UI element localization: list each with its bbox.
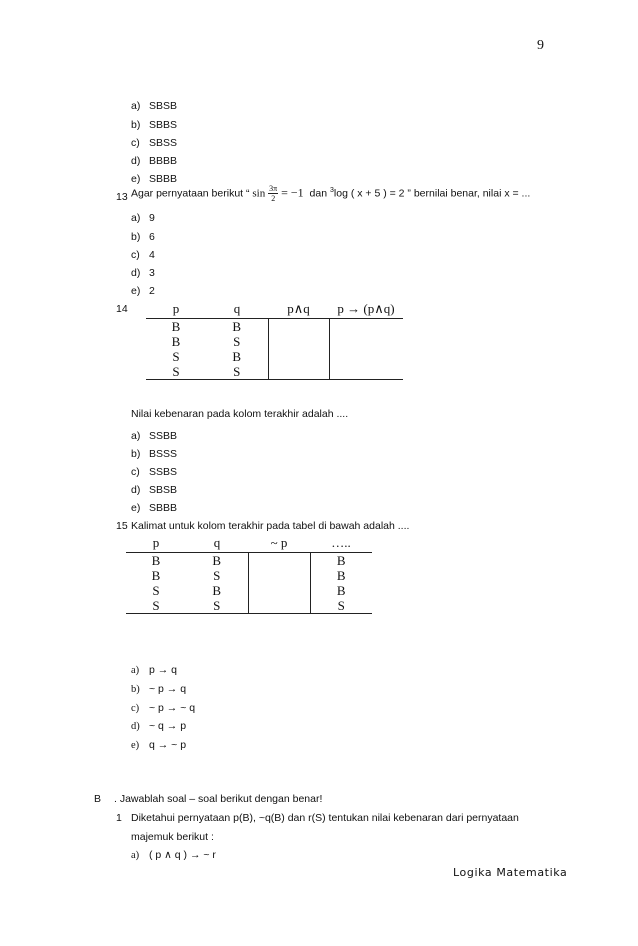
page-number: 9 bbox=[537, 38, 544, 53]
option-item: c) ~ p → ~ q bbox=[131, 702, 196, 714]
table-header: p → (p∧q) bbox=[329, 299, 403, 319]
essay-question-1-line1: Diketahui pernyataan p(B), ~q(B) dan r(S) tentukan nilai kebenaran dari pernyataan bbox=[131, 812, 519, 824]
option-item: b) 6 bbox=[131, 231, 155, 243]
option-item: a) 9 bbox=[131, 212, 155, 224]
option-item: e) SBBB bbox=[131, 502, 178, 514]
option-item: b) ~ p → q bbox=[131, 683, 187, 695]
option-item: d) ~ q → p bbox=[131, 720, 187, 732]
option-item: d) SBSB bbox=[131, 484, 178, 496]
option-item: e) q → ~ p bbox=[131, 739, 187, 751]
option-item: c) 4 bbox=[131, 249, 155, 261]
question-15-text: Kalimat untuk kolom terakhir pada tabel di bawah adalah .... bbox=[131, 520, 410, 532]
table-row: S B bbox=[146, 349, 403, 364]
table-header: p∧q bbox=[268, 299, 329, 319]
table-row: B S B bbox=[126, 568, 372, 583]
option-item: b) BSSS bbox=[131, 448, 178, 460]
question-number: 1 bbox=[116, 812, 122, 824]
table-row: S B B bbox=[126, 583, 372, 598]
essay-subitem: a) ( p ∧ q ) → ~ r bbox=[131, 849, 216, 861]
option-item: c) SBSS bbox=[131, 137, 178, 149]
section-title: . Jawablah soal – soal berikut dengan benar! bbox=[114, 793, 323, 805]
table-header: ….. bbox=[310, 533, 372, 553]
table-header: q bbox=[186, 533, 248, 553]
option-item: d) BBBB bbox=[131, 155, 178, 167]
option-item: a) p → q bbox=[131, 664, 178, 676]
question-14-prompt: Nilai kebenaran pada kolom terakhir adalah .... bbox=[131, 408, 349, 420]
math-fraction: $\frac{3\pi}{2}$ bbox=[269, 184, 278, 203]
table-row: S S bbox=[146, 364, 403, 380]
truth-table-14 bbox=[146, 299, 403, 380]
option-item: b) SBBS bbox=[131, 119, 178, 131]
footer-title: Logika Matematika bbox=[453, 866, 568, 879]
option-item: d) 3 bbox=[131, 267, 155, 279]
truth-table-15 bbox=[126, 533, 372, 614]
section-letter: B bbox=[94, 793, 102, 805]
question-number: 14 bbox=[116, 303, 128, 315]
option-item: e) SBBB bbox=[131, 173, 178, 185]
table-row: S S S bbox=[126, 598, 372, 614]
table-row: B B bbox=[146, 319, 403, 335]
table-row: B B B bbox=[126, 553, 372, 569]
option-item: c) SSBS bbox=[131, 466, 178, 478]
table-header: p bbox=[146, 299, 206, 319]
option-item: e) 2 bbox=[131, 285, 155, 297]
table-header: p bbox=[126, 533, 186, 553]
option-item: a) SSBB bbox=[131, 430, 178, 442]
table-row: B S bbox=[146, 334, 403, 349]
question-number: 13 bbox=[116, 191, 128, 203]
table-header: q bbox=[206, 299, 268, 319]
table-header: ~ p bbox=[248, 533, 310, 553]
question-number: 15 bbox=[116, 520, 128, 532]
option-item: a) SBSB bbox=[131, 100, 178, 112]
question-13-text: Agar pernyataan berikut “ sin $\frac{3\pi}{2}$ = −1 dan $^3$log ( x + 5 ) = 2 ” bernilai benar, nilai x = ... bbox=[131, 184, 531, 203]
math-sin: sin bbox=[252, 187, 266, 200]
essay-question-1-line2: majemuk berikut : bbox=[131, 831, 214, 843]
